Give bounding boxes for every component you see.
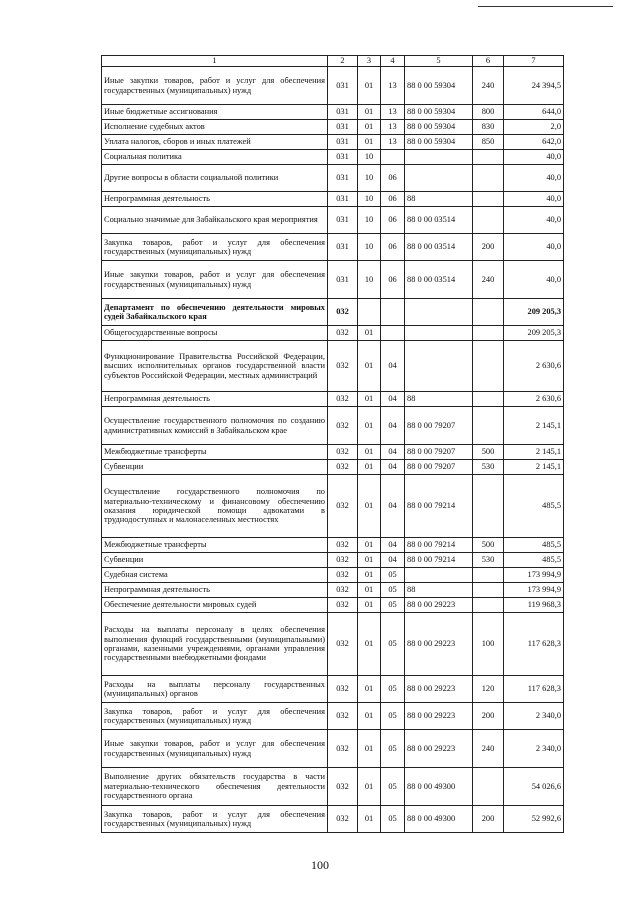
- admin-code-cell: 032: [328, 299, 358, 326]
- subsection-code-cell: 05: [381, 598, 405, 613]
- expense-type-cell: [473, 341, 504, 392]
- subsection-code-cell: 06: [381, 207, 405, 234]
- expense-type-cell: 830: [473, 120, 504, 135]
- admin-code-cell: 031: [328, 165, 358, 192]
- target-article-cell: 88: [405, 583, 473, 598]
- section-code-cell: 01: [358, 445, 381, 460]
- expense-type-cell: [473, 407, 504, 445]
- expense-type-cell: [473, 475, 504, 538]
- section-code-cell: 01: [358, 341, 381, 392]
- target-article-cell: 88 0 00 29223: [405, 730, 473, 768]
- subsection-code-cell: 04: [381, 407, 405, 445]
- admin-code-cell: 032: [328, 475, 358, 538]
- subsection-code-cell: 06: [381, 234, 405, 261]
- subsection-code-cell: 13: [381, 105, 405, 120]
- amount-cell: 117 628,3: [504, 613, 564, 676]
- subsection-code-cell: 04: [381, 445, 405, 460]
- target-article-cell: 88 0 00 79214: [405, 538, 473, 553]
- row-name-cell: Закупка товаров, работ и услуг для обеспечения государственных (муниципальных) нужд: [102, 806, 328, 833]
- row-name-cell: Субвенции: [102, 553, 328, 568]
- target-article-cell: 88 0 00 03514: [405, 261, 473, 299]
- target-article-cell: 88 0 00 79214: [405, 475, 473, 538]
- table-row: [102, 598, 564, 613]
- amount-cell: 173 994,9: [504, 568, 564, 583]
- subsection-code-cell: 13: [381, 67, 405, 105]
- amount-cell: 2 340,0: [504, 730, 564, 768]
- table-row: [102, 583, 564, 598]
- target-article-cell: [405, 165, 473, 192]
- admin-code-cell: 032: [328, 768, 358, 806]
- amount-cell: 2 145,1: [504, 445, 564, 460]
- amount-cell: 644,0: [504, 105, 564, 120]
- amount-cell: 40,0: [504, 165, 564, 192]
- section-code-cell: 01: [358, 67, 381, 105]
- target-article-cell: 88 0 00 79214: [405, 553, 473, 568]
- expense-type-cell: 800: [473, 105, 504, 120]
- amount-cell: 40,0: [504, 261, 564, 299]
- expense-type-cell: 240: [473, 261, 504, 299]
- row-name-cell: Субвенции: [102, 460, 328, 475]
- subsection-code-cell: 05: [381, 768, 405, 806]
- admin-code-cell: 032: [328, 703, 358, 730]
- table-row: [102, 806, 564, 833]
- admin-code-cell: 032: [328, 730, 358, 768]
- subsection-code-cell: 04: [381, 341, 405, 392]
- admin-code-cell: 032: [328, 568, 358, 583]
- row-name-cell: Расходы на выплаты персоналу государственных (муниципальных) органов: [102, 676, 328, 703]
- target-article-cell: [405, 341, 473, 392]
- row-name-cell: Социально значимые для Забайкальского края мероприятия: [102, 207, 328, 234]
- table-row: [102, 568, 564, 583]
- table-row: [102, 261, 564, 299]
- budget-table: [101, 55, 564, 833]
- amount-cell: 2 340,0: [504, 703, 564, 730]
- admin-code-cell: 032: [328, 553, 358, 568]
- expense-type-cell: [473, 326, 504, 341]
- row-name-cell: Непрограммная деятельность: [102, 192, 328, 207]
- expense-type-cell: 100: [473, 613, 504, 676]
- section-code-cell: 01: [358, 407, 381, 445]
- admin-code-cell: 032: [328, 676, 358, 703]
- section-code-cell: 10: [358, 150, 381, 165]
- target-article-cell: 88 0 00 03514: [405, 234, 473, 261]
- table-row: [102, 460, 564, 475]
- amount-cell: 642,0: [504, 135, 564, 150]
- subsection-code-cell: 04: [381, 553, 405, 568]
- admin-code-cell: 032: [328, 806, 358, 833]
- table-row: [102, 207, 564, 234]
- admin-code-cell: 032: [328, 460, 358, 475]
- expense-type-cell: 240: [473, 67, 504, 105]
- amount-cell: 485,5: [504, 475, 564, 538]
- admin-code-cell: 031: [328, 120, 358, 135]
- target-article-cell: 88 0 00 29223: [405, 703, 473, 730]
- amount-cell: 24 394,5: [504, 67, 564, 105]
- section-code-cell: 01: [358, 676, 381, 703]
- table-row: [102, 538, 564, 553]
- table-row: [102, 67, 564, 105]
- amount-cell: 485,5: [504, 538, 564, 553]
- subsection-code-cell: 06: [381, 165, 405, 192]
- section-code-cell: 10: [358, 207, 381, 234]
- table-row: [102, 135, 564, 150]
- target-article-cell: 88 0 00 03514: [405, 207, 473, 234]
- table-row: [102, 613, 564, 676]
- table-row: [102, 150, 564, 165]
- admin-code-cell: 032: [328, 341, 358, 392]
- target-article-cell: 88: [405, 392, 473, 407]
- amount-cell: 54 026,6: [504, 768, 564, 806]
- admin-code-cell: 032: [328, 538, 358, 553]
- amount-cell: 40,0: [504, 192, 564, 207]
- target-article-cell: 88 0 00 49300: [405, 806, 473, 833]
- amount-cell: 2 145,1: [504, 407, 564, 445]
- amount-cell: 119 968,3: [504, 598, 564, 613]
- subsection-code-cell: 13: [381, 135, 405, 150]
- section-code-cell: 10: [358, 234, 381, 261]
- expense-type-cell: [473, 598, 504, 613]
- row-name-cell: Иные закупки товаров, работ и услуг для обеспечения государственных (муниципальных) нужд: [102, 261, 328, 299]
- subsection-code-cell: 05: [381, 730, 405, 768]
- expense-type-cell: [473, 568, 504, 583]
- table-header-row: [102, 56, 564, 67]
- table-row: [102, 299, 564, 326]
- section-code-cell: 01: [358, 326, 381, 341]
- section-code-cell: 10: [358, 261, 381, 299]
- expense-type-cell: [473, 192, 504, 207]
- admin-code-cell: 031: [328, 234, 358, 261]
- table-row: [102, 703, 564, 730]
- row-name-cell: Иные закупки товаров, работ и услуг для обеспечения государственных (муниципальных) нужд: [102, 730, 328, 768]
- target-article-cell: 88 0 00 79207: [405, 445, 473, 460]
- expense-type-cell: [473, 165, 504, 192]
- target-article-cell: 88 0 00 59304: [405, 135, 473, 150]
- subsection-code-cell: 04: [381, 538, 405, 553]
- expense-type-cell: [473, 299, 504, 326]
- header-cell: 4: [381, 56, 405, 67]
- row-name-cell: Выполнение других обязательств государства в части материально-технического обеспечения деятельности государственного органа: [102, 768, 328, 806]
- admin-code-cell: 032: [328, 326, 358, 341]
- row-name-cell: Иные закупки товаров, работ и услуг для обеспечения государственных (муниципальных) нужд: [102, 67, 328, 105]
- row-name-cell: Расходы на выплаты персоналу в целях обеспечения выполнения функций государственными (муниципальными) органами, казенными учреждениями, органами управления государственными внебюджетными фондами: [102, 613, 328, 676]
- table-row: [102, 553, 564, 568]
- section-code-cell: 01: [358, 460, 381, 475]
- table-row: [102, 326, 564, 341]
- section-code-cell: 01: [358, 120, 381, 135]
- admin-code-cell: 031: [328, 192, 358, 207]
- section-code-cell: 01: [358, 806, 381, 833]
- subsection-code-cell: 04: [381, 460, 405, 475]
- section-code-cell: 01: [358, 613, 381, 676]
- table-row: [102, 234, 564, 261]
- top-rule: [478, 6, 613, 7]
- expense-type-cell: 850: [473, 135, 504, 150]
- amount-cell: 40,0: [504, 234, 564, 261]
- admin-code-cell: 031: [328, 150, 358, 165]
- amount-cell: 40,0: [504, 150, 564, 165]
- subsection-code-cell: 05: [381, 676, 405, 703]
- table-row: [102, 105, 564, 120]
- expense-type-cell: 530: [473, 553, 504, 568]
- page-number: 100: [311, 858, 329, 872]
- row-name-cell: Непрограммная деятельность: [102, 583, 328, 598]
- expense-type-cell: 530: [473, 460, 504, 475]
- row-name-cell: Осуществление государственного полномочия по материально-техническому и финансовому обеспечению оказания юридической помощи адвокатами в труднодоступных и малонаселенных местностях: [102, 475, 328, 538]
- row-name-cell: Департамент по обеспечению деятельности мировых судей Забайкальского края: [102, 299, 328, 326]
- expense-type-cell: 200: [473, 703, 504, 730]
- section-code-cell: 01: [358, 768, 381, 806]
- section-code-cell: 01: [358, 392, 381, 407]
- admin-code-cell: 031: [328, 135, 358, 150]
- row-name-cell: Иные бюджетные ассигнования: [102, 105, 328, 120]
- expense-type-cell: [473, 207, 504, 234]
- subsection-code-cell: [381, 299, 405, 326]
- header-cell: 5: [405, 56, 473, 67]
- amount-cell: 117 628,3: [504, 676, 564, 703]
- row-name-cell: Межбюджетные трансферты: [102, 445, 328, 460]
- row-name-cell: Социальная политика: [102, 150, 328, 165]
- section-code-cell: 01: [358, 598, 381, 613]
- row-name-cell: Закупка товаров, работ и услуг для обеспечения государственных (муниципальных) нужд: [102, 703, 328, 730]
- target-article-cell: 88 0 00 49300: [405, 768, 473, 806]
- amount-cell: 173 994,9: [504, 583, 564, 598]
- admin-code-cell: 031: [328, 67, 358, 105]
- admin-code-cell: 032: [328, 407, 358, 445]
- admin-code-cell: 032: [328, 392, 358, 407]
- target-article-cell: 88: [405, 192, 473, 207]
- expense-type-cell: 500: [473, 538, 504, 553]
- expense-type-cell: [473, 583, 504, 598]
- section-code-cell: 01: [358, 553, 381, 568]
- target-article-cell: 88 0 00 79207: [405, 460, 473, 475]
- table-body: [102, 56, 564, 833]
- row-name-cell: Судебная система: [102, 568, 328, 583]
- target-article-cell: [405, 150, 473, 165]
- expense-type-cell: 500: [473, 445, 504, 460]
- admin-code-cell: 032: [328, 445, 358, 460]
- admin-code-cell: 032: [328, 598, 358, 613]
- table-row: [102, 165, 564, 192]
- target-article-cell: 88 0 00 29223: [405, 676, 473, 703]
- section-code-cell: 01: [358, 730, 381, 768]
- target-article-cell: [405, 568, 473, 583]
- expense-type-cell: 240: [473, 730, 504, 768]
- row-name-cell: Уплата налогов, сборов и иных платежей: [102, 135, 328, 150]
- row-name-cell: Обеспечение деятельности мировых судей: [102, 598, 328, 613]
- section-code-cell: 01: [358, 703, 381, 730]
- subsection-code-cell: 06: [381, 192, 405, 207]
- section-code-cell: 01: [358, 538, 381, 553]
- table-row: [102, 768, 564, 806]
- expense-type-cell: [473, 392, 504, 407]
- subsection-code-cell: 04: [381, 392, 405, 407]
- table-row: [102, 475, 564, 538]
- row-name-cell: Другие вопросы в области социальной политики: [102, 165, 328, 192]
- amount-cell: 485,5: [504, 553, 564, 568]
- row-name-cell: Закупка товаров, работ и услуг для обеспечения государственных (муниципальных) нужд: [102, 234, 328, 261]
- admin-code-cell: 031: [328, 105, 358, 120]
- amount-cell: 209 205,3: [504, 299, 564, 326]
- subsection-code-cell: [381, 150, 405, 165]
- section-code-cell: 01: [358, 568, 381, 583]
- expense-type-cell: [473, 150, 504, 165]
- row-name-cell: Функционирование Правительства Российской Федерации, высших исполнительных органов государственной власти субъектов Российской Федерации, местных администраций: [102, 341, 328, 392]
- target-article-cell: 88 0 00 59304: [405, 105, 473, 120]
- section-code-cell: 01: [358, 475, 381, 538]
- section-code-cell: 01: [358, 135, 381, 150]
- amount-cell: 40,0: [504, 207, 564, 234]
- header-cell: 2: [328, 56, 358, 67]
- header-cell: 7: [504, 56, 564, 67]
- row-name-cell: Исполнение судебных актов: [102, 120, 328, 135]
- table-row: [102, 392, 564, 407]
- row-name-cell: Непрограммная деятельность: [102, 392, 328, 407]
- target-article-cell: 88 0 00 29223: [405, 613, 473, 676]
- subsection-code-cell: 13: [381, 120, 405, 135]
- expense-type-cell: 200: [473, 806, 504, 833]
- table-row: [102, 730, 564, 768]
- section-code-cell: [358, 299, 381, 326]
- admin-code-cell: 031: [328, 207, 358, 234]
- subsection-code-cell: 05: [381, 806, 405, 833]
- subsection-code-cell: 05: [381, 568, 405, 583]
- table-row: [102, 120, 564, 135]
- amount-cell: 209 205,3: [504, 326, 564, 341]
- section-code-cell: 10: [358, 192, 381, 207]
- subsection-code-cell: 05: [381, 613, 405, 676]
- header-cell: 3: [358, 56, 381, 67]
- section-code-cell: 01: [358, 105, 381, 120]
- table-row: [102, 341, 564, 392]
- table-row: [102, 192, 564, 207]
- target-article-cell: [405, 299, 473, 326]
- subsection-code-cell: 04: [381, 475, 405, 538]
- subsection-code-cell: 05: [381, 583, 405, 598]
- table-row: [102, 445, 564, 460]
- target-article-cell: 88 0 00 79207: [405, 407, 473, 445]
- section-code-cell: 10: [358, 165, 381, 192]
- target-article-cell: 88 0 00 59304: [405, 120, 473, 135]
- amount-cell: 2 630,6: [504, 392, 564, 407]
- amount-cell: 2,0: [504, 120, 564, 135]
- amount-cell: 52 992,6: [504, 806, 564, 833]
- target-article-cell: [405, 326, 473, 341]
- admin-code-cell: 032: [328, 583, 358, 598]
- section-code-cell: 01: [358, 583, 381, 598]
- target-article-cell: 88 0 00 59304: [405, 67, 473, 105]
- table-row: [102, 407, 564, 445]
- amount-cell: 2 630,6: [504, 341, 564, 392]
- amount-cell: 2 145,1: [504, 460, 564, 475]
- header-cell: 1: [102, 56, 328, 67]
- expense-type-cell: 200: [473, 234, 504, 261]
- row-name-cell: Общегосударственные вопросы: [102, 326, 328, 341]
- row-name-cell: Осуществление государственного полномочия по созданию административных комиссий в Забайкальском крае: [102, 407, 328, 445]
- target-article-cell: 88 0 00 29223: [405, 598, 473, 613]
- subsection-code-cell: [381, 326, 405, 341]
- subsection-code-cell: 05: [381, 703, 405, 730]
- subsection-code-cell: 06: [381, 261, 405, 299]
- table-row: [102, 676, 564, 703]
- header-cell: 6: [473, 56, 504, 67]
- expense-type-cell: [473, 768, 504, 806]
- row-name-cell: Межбюджетные трансферты: [102, 538, 328, 553]
- expense-type-cell: 120: [473, 676, 504, 703]
- admin-code-cell: 031: [328, 261, 358, 299]
- admin-code-cell: 032: [328, 613, 358, 676]
